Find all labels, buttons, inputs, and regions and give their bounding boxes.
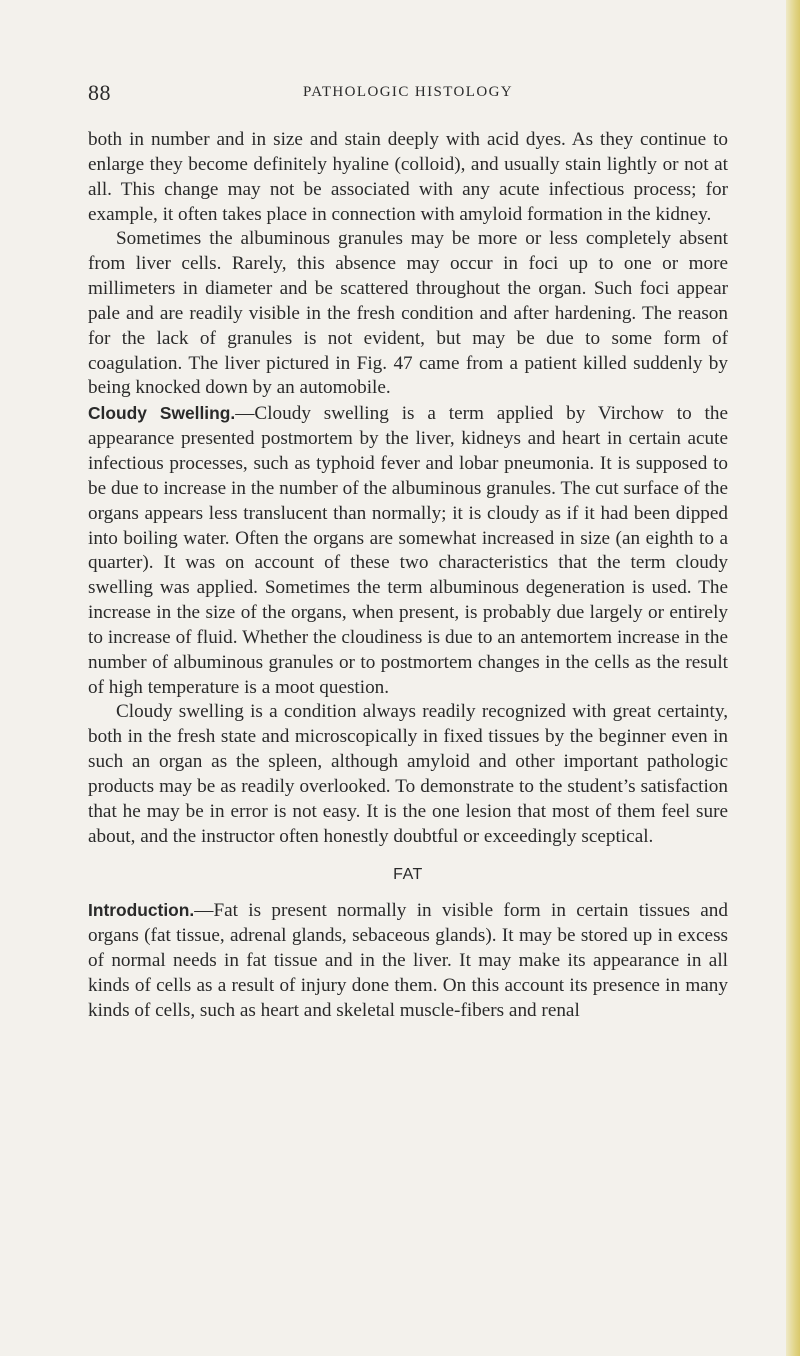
page-header — [88, 80, 728, 108]
paragraph — [88, 128, 728, 227]
paragraph-text: both in number and in size and stain deeply with acid dyes. As they continue to enlarge they become definitely hyaline (colloid), and usually stain lightly or not at all. This change may not be associated with any acute infectious process; for example, it often takes place in connection with amyloid formation in the kidney. — [88, 129, 728, 225]
body-text — [88, 128, 728, 1024]
run-in-heading: Cloudy Swelling. — [88, 403, 236, 424]
paragraph-text: —Cloudy swelling is a term applied by Virchow to the appearance presented postmortem by the liver, kidneys and heart in certain acute infectious processes, such as typhoid fever and lobar pneumonia. It is supposed to be due to increase in the number of the albuminous granules. The cut surface of the organs appears less translucent than normally; it is cloudy as if it had been dipped into boiling water. Often the organs are somewhat increased in size (an eighth to a quarter). It was on account of these two characteristics that the term cloudy swelling was applied. Sometimes the term albuminous degeneration is used. The increase in the size of the organs, when present, is probably due largely or entirely to increase of fluid. Whether the cloudiness is due to an antemortem increase in the number of albuminous granules or to postmortem changes in the cells as the result of high temperature is a moot question. — [88, 403, 728, 698]
paragraph-text: Sometimes the albuminous granules may be more or less completely absent from liver cells. Rarely, this absence may occur in foci up to one or more millimeters in diameter and be scattered throughout the organ. Such foci appear pale and are readily visible in the fresh condition and after hardening. The reason for the lack of granules is not evident, but may be due to some form of coagulation. The liver pictured in Fig. 47 came from a patient killed suddenly by being knocked down by an automobile. — [88, 228, 728, 399]
paragraph-text: Cloudy swelling is a condition always readily recognized with great certainty, both in the fresh state and microscopically in fixed tissues by the beginner even in such an organ as the spleen, although amyloid and other important pathologic products may be as readily overlooked. To demonstrate to the student’s satisfaction that he may be in error is not easy. It is the one lesion that most of them feel sure about, and the instructor often honestly doubtful or exceedingly sceptical. — [88, 701, 728, 847]
page-edge — [786, 0, 800, 1356]
paragraph — [88, 700, 728, 849]
running-title: PATHOLOGIC HISTOLOGY — [302, 84, 514, 100]
section-heading: FAT — [393, 866, 423, 884]
paragraph-text: —Fat is present normally in visible form in certain tissues and organs (fat tissue, adrenal glands, sebaceous glands). It may be stored up in excess of normal needs in fat tissue and in the liver. It may make its appearance in all kinds of cells as a result of injury done them. On this account its presence in many kinds of cells, such as heart and skeletal muscle-fibers and renal — [88, 900, 728, 1021]
paragraph — [88, 227, 728, 401]
paragraph — [88, 898, 728, 1023]
paragraph — [88, 401, 728, 700]
page-number: 88 — [88, 80, 111, 105]
run-in-heading: Introduction. — [88, 900, 195, 921]
